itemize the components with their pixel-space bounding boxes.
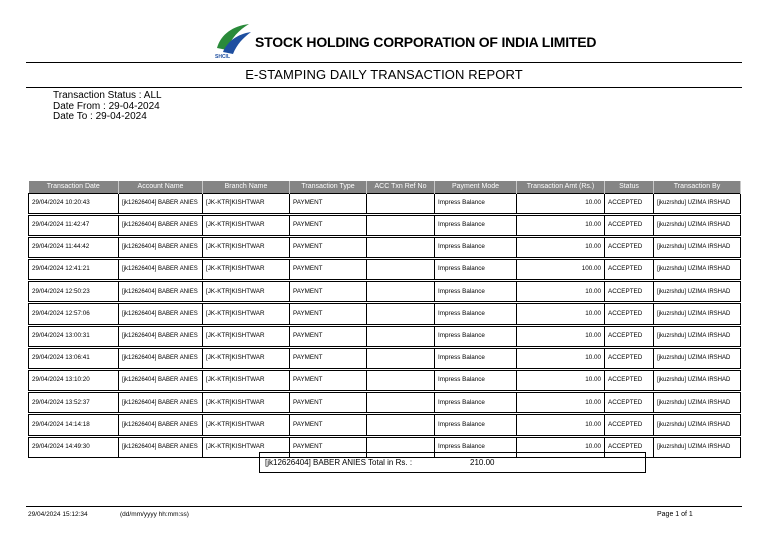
table-cell: 29/04/2024 12:57:06 (29, 304, 119, 324)
table-cell: 29/04/2024 14:14:18 (29, 415, 119, 435)
table-cell: [JK-KTR]KISHTWAR (203, 215, 290, 235)
table-cell: 10.00 (517, 326, 605, 346)
table-cell: [JK-KTR]KISHTWAR (203, 393, 290, 413)
table-cell: PAYMENT (290, 304, 367, 324)
table-row (29, 371, 741, 391)
table-cell: [jk12626404] BABER ANIES (119, 415, 203, 435)
column-header: Status (605, 181, 654, 193)
table-row (29, 326, 741, 346)
table-cell: PAYMENT (290, 437, 367, 457)
table-row (29, 260, 741, 280)
table-cell: PAYMENT (290, 215, 367, 235)
shcil-logo-icon (209, 20, 253, 60)
column-header: Transaction By (654, 181, 741, 193)
table-cell: [jk12626404] BABER ANIES (119, 393, 203, 413)
table-cell: [JK-KTR]KISHTWAR (203, 348, 290, 368)
table-cell: [JK-KTR]KISHTWAR (203, 415, 290, 435)
table-cell: PAYMENT (290, 260, 367, 280)
table-row (29, 237, 741, 257)
table-cell (367, 260, 435, 280)
table-cell: PAYMENT (290, 193, 367, 213)
column-header: Payment Mode (435, 181, 517, 193)
table-cell: [jkuzrshdu] UZIMA IRSHAD (654, 348, 741, 368)
printed-timestamp: 29/04/2024 15:12:34 (28, 511, 88, 518)
table-cell: 29/04/2024 11:44:42 (29, 237, 119, 257)
table-cell: Impress Balance (435, 437, 517, 457)
table-cell: [jk12626404] BABER ANIES (119, 282, 203, 302)
table-cell: [jkuzrshdu] UZIMA IRSHAD (654, 282, 741, 302)
table-row (29, 282, 741, 302)
table-cell: 10.00 (517, 282, 605, 302)
table-cell: [jk12626404] BABER ANIES (119, 437, 203, 457)
table-cell: ACCEPTED (605, 260, 654, 280)
table-cell: 10.00 (517, 215, 605, 235)
table-cell: [JK-KTR]KISHTWAR (203, 260, 290, 280)
header-divider (26, 62, 742, 63)
company-name: STOCK HOLDING CORPORATION OF INDIA LIMITED (255, 34, 597, 50)
table-cell: [JK-KTR]KISHTWAR (203, 326, 290, 346)
table-cell: 10.00 (517, 237, 605, 257)
table-cell: 10.00 (517, 371, 605, 391)
table-cell: Impress Balance (435, 193, 517, 213)
table-body (29, 193, 741, 457)
table-cell: ACCEPTED (605, 348, 654, 368)
table-cell: [jk12626404] BABER ANIES (119, 237, 203, 257)
table-cell: ACCEPTED (605, 215, 654, 235)
table-cell (367, 326, 435, 346)
table-cell: Impress Balance (435, 237, 517, 257)
total-summary (259, 452, 646, 473)
report-title: E-STAMPING DAILY TRANSACTION REPORT (245, 67, 523, 82)
table-cell: Impress Balance (435, 348, 517, 368)
column-header: Transaction Type (290, 181, 367, 193)
table-cell (367, 237, 435, 257)
table-cell (367, 371, 435, 391)
table-cell: 10.00 (517, 304, 605, 324)
table-cell: 29/04/2024 12:41:21 (29, 260, 119, 280)
table-cell: [jk12626404] BABER ANIES (119, 348, 203, 368)
table-cell: [jk12626404] BABER ANIES (119, 193, 203, 213)
logo-text: SHCIL (215, 54, 230, 60)
report-header (0, 14, 768, 60)
table-cell (367, 393, 435, 413)
table-cell: PAYMENT (290, 282, 367, 302)
table-cell (367, 282, 435, 302)
table-cell: 100.00 (517, 260, 605, 280)
table-cell: 29/04/2024 14:49:30 (29, 437, 119, 457)
table-cell: [jkuzrshdu] UZIMA IRSHAD (654, 193, 741, 213)
table-cell (367, 415, 435, 435)
table-cell: Impress Balance (435, 326, 517, 346)
table-cell: ACCEPTED (605, 193, 654, 213)
table-cell: PAYMENT (290, 415, 367, 435)
table-cell: 29/04/2024 13:00:31 (29, 326, 119, 346)
table-cell: [jkuzrshdu] UZIMA IRSHAD (654, 326, 741, 346)
date-to-filter: Date To : 29-04-2024 (53, 111, 147, 122)
table-cell: [jkuzrshdu] UZIMA IRSHAD (654, 437, 741, 457)
table-cell: [jk12626404] BABER ANIES (119, 304, 203, 324)
transaction-status-filter: Transaction Status : ALL (53, 90, 162, 101)
table-cell: 29/04/2024 13:06:41 (29, 348, 119, 368)
table-cell (367, 215, 435, 235)
table-cell: [jkuzrshdu] UZIMA IRSHAD (654, 260, 741, 280)
timestamp-format: (dd/mm/yyyy hh:mm:ss) (120, 511, 189, 518)
table-cell: PAYMENT (290, 371, 367, 391)
table-cell: ACCEPTED (605, 393, 654, 413)
table-cell: ACCEPTED (605, 304, 654, 324)
table-cell: ACCEPTED (605, 415, 654, 435)
table-cell: ACCEPTED (605, 282, 654, 302)
table-cell: Impress Balance (435, 304, 517, 324)
table-cell: 29/04/2024 11:42:47 (29, 215, 119, 235)
table-cell: [jkuzrshdu] UZIMA IRSHAD (654, 415, 741, 435)
table-cell: [jkuzrshdu] UZIMA IRSHAD (654, 237, 741, 257)
table-cell: 29/04/2024 13:52:37 (29, 393, 119, 413)
table-cell: [JK-KTR]KISHTWAR (203, 304, 290, 324)
table-cell: [jkuzrshdu] UZIMA IRSHAD (654, 304, 741, 324)
table-cell: [jk12626404] BABER ANIES (119, 260, 203, 280)
table-cell (367, 193, 435, 213)
table-cell: Impress Balance (435, 215, 517, 235)
table-header (29, 181, 741, 193)
table-cell: 10.00 (517, 393, 605, 413)
table-cell: [jk12626404] BABER ANIES (119, 326, 203, 346)
table-cell: [JK-KTR]KISHTWAR (203, 193, 290, 213)
table-cell: [jk12626404] BABER ANIES (119, 215, 203, 235)
table-cell: PAYMENT (290, 393, 367, 413)
table-cell: PAYMENT (290, 326, 367, 346)
title-divider (26, 87, 742, 88)
table-cell: 29/04/2024 12:50:23 (29, 282, 119, 302)
report-filters (53, 91, 162, 123)
table-row (29, 304, 741, 324)
table-cell: [jkuzrshdu] UZIMA IRSHAD (654, 371, 741, 391)
table-cell: 10.00 (517, 437, 605, 457)
table-cell (367, 348, 435, 368)
table-cell: [JK-KTR]KISHTWAR (203, 282, 290, 302)
table-cell: PAYMENT (290, 237, 367, 257)
table-cell: Impress Balance (435, 415, 517, 435)
date-from-filter: Date From : 29-04-2024 (53, 100, 160, 112)
table-cell: [jk12626404] BABER ANIES (119, 371, 203, 391)
table-cell: PAYMENT (290, 348, 367, 368)
column-header: Branch Name (203, 181, 290, 193)
total-label: [jk12626404] BABER ANIES Total in Rs. : (265, 458, 413, 467)
column-header: Transaction Amt (Rs.) (517, 181, 605, 193)
table-cell: [JK-KTR]KISHTWAR (203, 237, 290, 257)
table-cell: ACCEPTED (605, 437, 654, 457)
table-cell: 10.00 (517, 193, 605, 213)
table-cell: [jkuzrshdu] UZIMA IRSHAD (654, 215, 741, 235)
table-cell: [JK-KTR]KISHTWAR (203, 371, 290, 391)
page-number: Page 1 of 1 (657, 511, 693, 518)
table-cell: Impress Balance (435, 282, 517, 302)
table-cell: 10.00 (517, 348, 605, 368)
table-cell: ACCEPTED (605, 326, 654, 346)
table-cell: ACCEPTED (605, 371, 654, 391)
table-cell: [JK-KTR]KISHTWAR (203, 437, 290, 457)
table-cell: Impress Balance (435, 393, 517, 413)
table-row (29, 348, 741, 368)
table-cell: 10.00 (517, 415, 605, 435)
transactions-table (28, 181, 741, 458)
table-cell: 29/04/2024 13:10:20 (29, 371, 119, 391)
table-row (29, 415, 741, 435)
table-cell: ACCEPTED (605, 237, 654, 257)
column-header: ACC Txn Ref No (367, 181, 435, 193)
table-row (29, 393, 741, 413)
table-cell: Impress Balance (435, 260, 517, 280)
table-cell: [jkuzrshdu] UZIMA IRSHAD (654, 393, 741, 413)
table-cell: 29/04/2024 10:20:43 (29, 193, 119, 213)
total-amount: 210.00 (470, 458, 495, 467)
column-header: Account Name (119, 181, 203, 193)
footer-divider (26, 506, 742, 507)
table-row (29, 215, 741, 235)
table-cell: Impress Balance (435, 371, 517, 391)
table-row (29, 193, 741, 213)
table-cell (367, 304, 435, 324)
column-header: Transaction Date (29, 181, 119, 193)
